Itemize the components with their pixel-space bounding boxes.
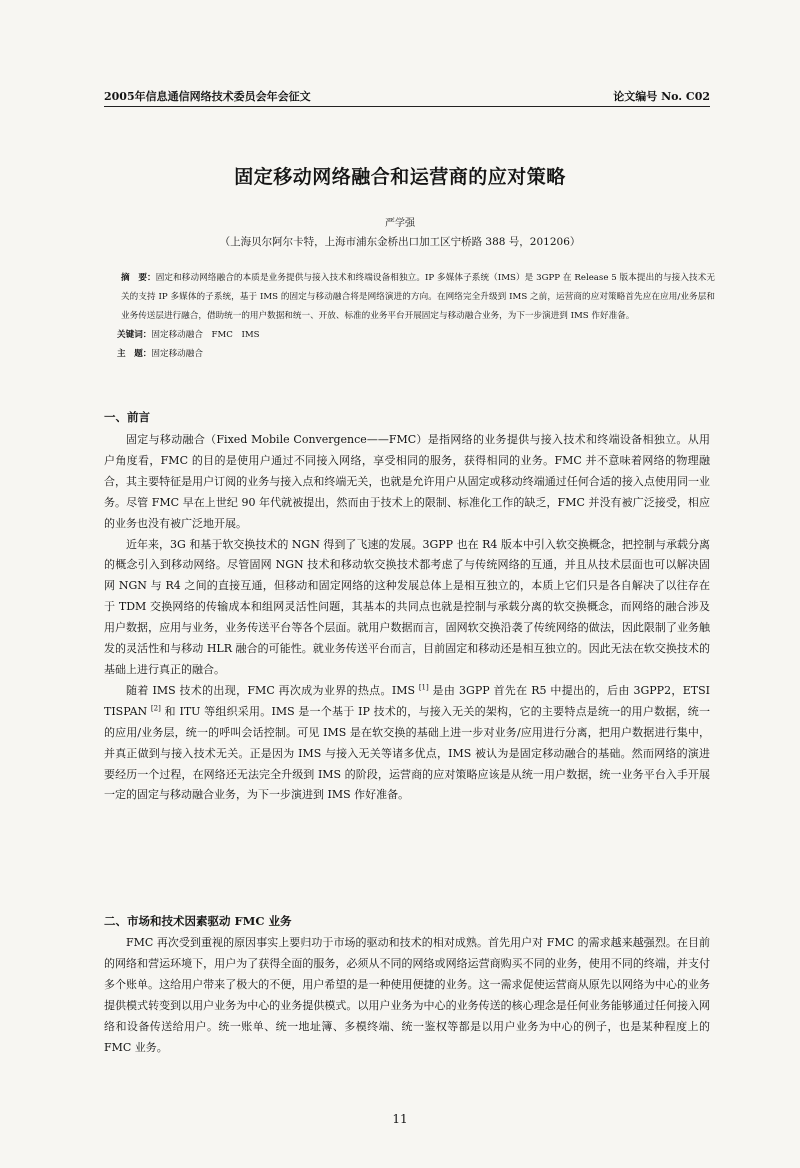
p3-part-c: 和 ITU 等组织采用。IMS 是一个基于 IP 技术的，与接入无关的架构，它的主要特点是统一的用户数据，统一的应用/业务层，统一的呼叫会话控制。可见 IMS 是在软交换的基础上进一步对业务/应用进行分离，把用户数据进行集中，并真正做到与接入技术无关。正是因为 IMS 与接入无关等诸多优点，IMS 被认为是固定移动融合的基础。然而网络的演进要经历一个过程，在网络还无法完全升级到 IMS 的阶段，运营商的应对策略应该是从统一用户数据，统一业务平台入手开展一定的固定与移动融合业务，为下一步演进到 IMS 作好准备。 [104, 704, 710, 802]
section-1-body [104, 430, 710, 806]
keywords-line [117, 326, 715, 345]
p3-part-a: 随着 IMS 技术的出现，FMC 再次成为业界的热点。IMS [126, 683, 419, 697]
author: 严学强 [385, 218, 415, 229]
keywords-label: 关键词： [117, 330, 152, 340]
subject-line [117, 345, 715, 364]
header-right: 论文编号 No. C02 [613, 90, 710, 103]
paper-title: 固定移动网络融合和运营商的应对策略 [234, 166, 566, 188]
abstract-text-block [117, 269, 715, 326]
running-header [104, 88, 710, 104]
section-2-heading: 二、市场和技术因素驱动 FMC 业务 [104, 914, 292, 928]
section-2-paragraph-1: FMC 再次受到重视的原因事实上要归功于市场的驱动和技术的相对成熟。首先用户对 FMC 的需求越来越强烈。在目前的网络和营运环境下，用户为了获得全面的服务，必须从不同的网络或网络运营商购买不同的业务，使用不同的终端，并支付多个账单。这给用户带来了极大的不便，用户希望的是一种使用便捷的业务。这一需求促使运营商从原先以网络为中心的业务提供模式转变到以用户业务为中心的业务提供模式。以用户业务为中心的业务传送的核心理念是任何业务能够通过任何接入网络和设备传送给用户。统一账单、统一地址簿、多模终端、统一鉴权等都是以用户业务为中心的例子，也是某种程度上的 FMC 业务。 [104, 936, 710, 1054]
affiliation: （上海贝尔阿尔卡特，上海市浦东金桥出口加工区宁桥路 388 号，201206） [219, 236, 581, 248]
citation-2: [2] [150, 704, 161, 713]
subject-label: 主 题： [117, 349, 152, 359]
abstract-text: 固定和移动网络融合的本质是业务提供与接入技术和终端设备相独立。IP 多媒体子系统（IMS）是 3GPP 在 Release 5 版本提出的与接入技术无关的支持 IP 多媒体的子系统，基于 IMS 的固定与移动融合将是网络演进的方向。在网络完全升级到 IMS 之前，运营商的应对策略首先应在应用/业务层和业务传送层进行融合，借助统一的用户数据和统一、开放、标准的业务平台开展固定与移动融合业务，为下一步演进到 IMS 作好准备。 [121, 273, 715, 321]
abstract-label: 摘 要： [121, 273, 156, 283]
keywords-text: 固定移动融合 FMC IMS [151, 330, 260, 340]
citation-1: [1] [418, 683, 429, 692]
page-number: 11 [392, 1112, 408, 1126]
abstract [117, 269, 715, 364]
header-rule [104, 106, 710, 107]
section-1-paragraph-2: 近年来，3G 和基于软交换技术的 NGN 得到了飞速的发展。3GPP 也在 R4 版本中引入软交换概念，把控制与承载分离的概念引入到移动网络。尽管固网 NGN 技术和移动软交换技术都考虑了与传统网络的互通，并且从技术层面也可以解决固网 NGN 与 R4 之间的直接互通，但移动和固定网络的这种发展总体上是相互独立的，本质上它们只是各自解决了以往存在于 TDM 交换网络的传输成本和组网灵活性问题，其基本的共同点也就是控制与承载分离的软交换概念，而网络的融合涉及用户数据，应用与业务，业务传送平台等各个层面。就用户数据而言，固网软交换沿袭了传统网络的做法，因此限制了业务触发的灵活性和与移动 HLR 融合的可能性。就业务传送平台而言，目前固定和移动还是相互独立的。因此无法在软交换技术的基础上进行真正的融合。 [104, 537, 710, 676]
section-1-heading: 一、前言 [104, 410, 150, 424]
header-left: 2005年信息通信网络技术委员会年会征文 [104, 90, 311, 103]
section-1-paragraph-3 [104, 681, 710, 806]
subject-text: 固定移动融合 [151, 349, 203, 359]
section-1-paragraph-1: 固定与移动融合（Fixed Mobile Convergence——FMC）是指网络的业务提供与接入技术和终端设备相独立。从用户角度看，FMC 的目的是使用户通过不同接入网络，享受相同的服务，获得相同的业务。FMC 并不意味着网络的物理融合，其主要特征是用户订阅的业务与接入点和终端无关，也就是允许用户从固定或移动终端通过任何合适的接入点使用同一业务。尽管 FMC 早在上世纪 90 年代就被提出，然而由于技术上的限制、标准化工作的缺乏，FMC 并没有被广泛接受，相应的业务也没有被广泛地开展。 [104, 433, 710, 530]
p3-part-b: 是由 3GPP 首先在 R5 中提出的，后由 3GPP2，ETSI TISPAN [104, 683, 710, 718]
section-2-body [104, 933, 710, 1058]
